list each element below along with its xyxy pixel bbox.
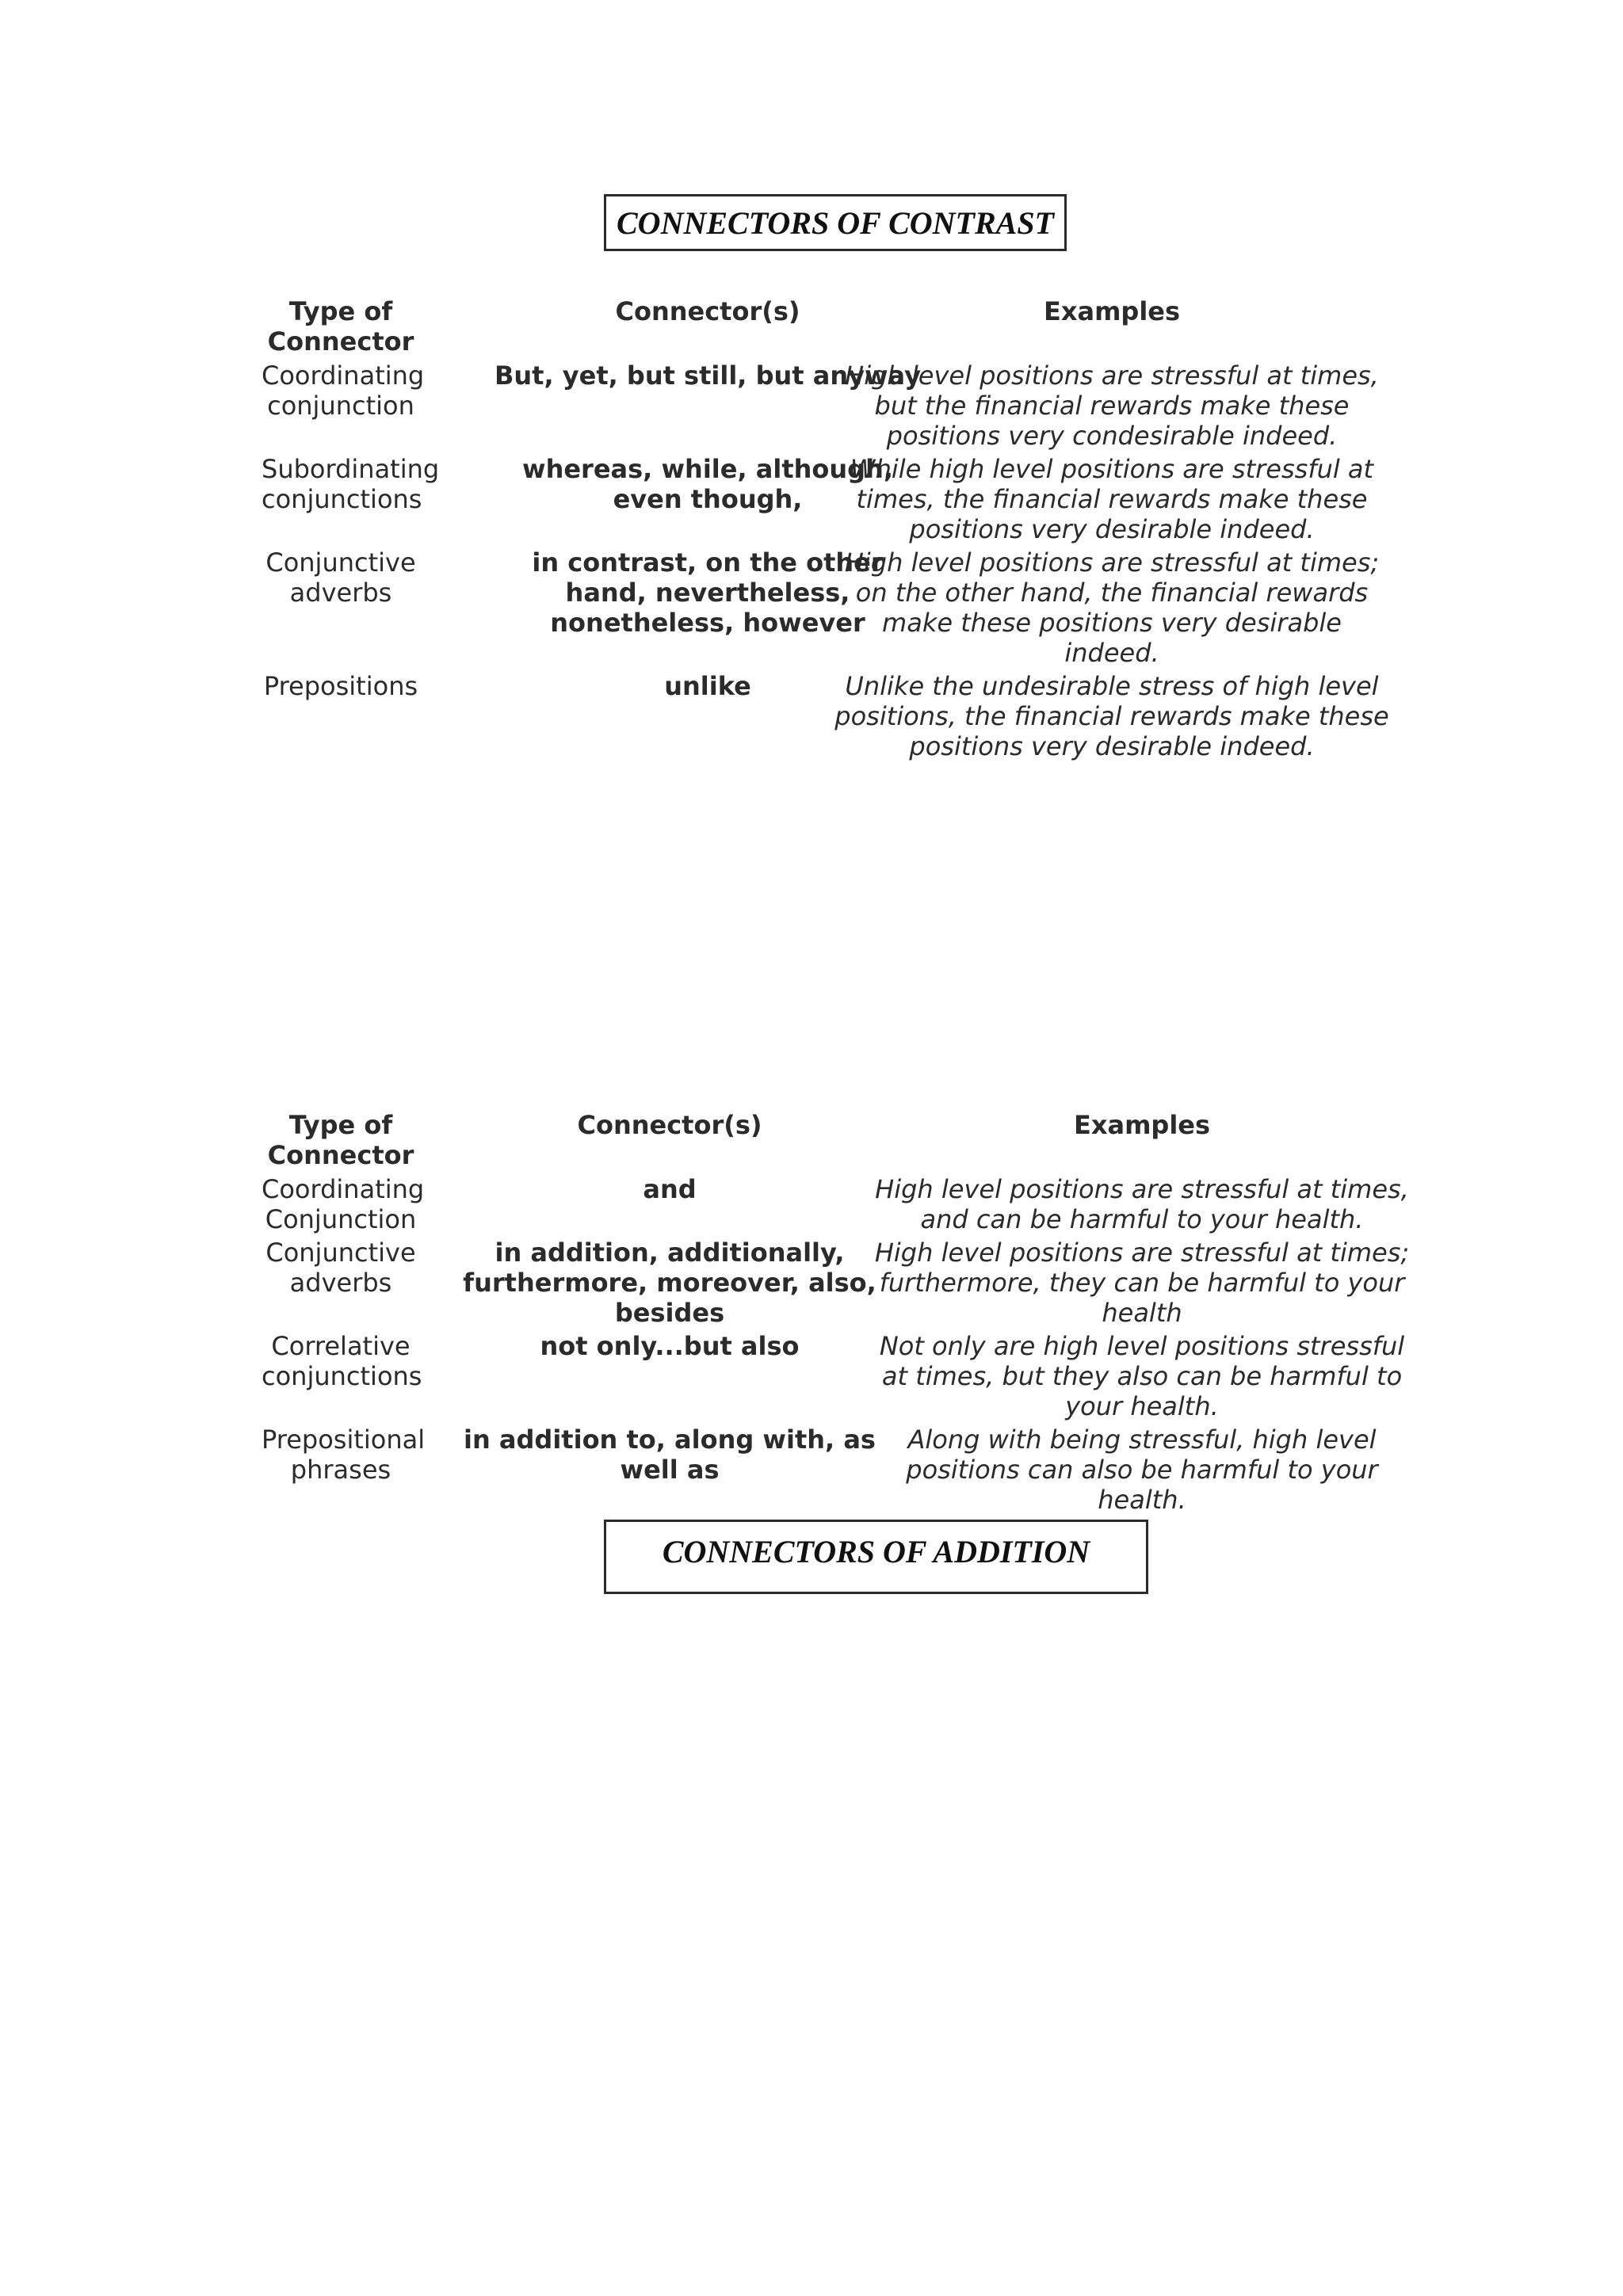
example-sentence: High level positions are stressful at times, but the financial rewards make these positions very condesirable indeed. xyxy=(845,360,1379,451)
column-header-examples: Examples xyxy=(1043,296,1181,326)
connector-type: Correlative conjunctions xyxy=(262,1331,422,1391)
column-header-examples: Examples xyxy=(1073,1110,1211,1140)
example-sentence: High level positions are stressful at times, and can be harmful to your health. xyxy=(875,1174,1409,1234)
example-sentence: Not only are high level positions stressful at times, but they also can be harmful to your health. xyxy=(879,1331,1405,1421)
connector-list: in contrast, on the other hand, nevertheless, nonetheless, however xyxy=(532,547,884,638)
connector-list: But, yet, but still, but anyway xyxy=(495,360,921,391)
connector-list: whereas, while, although, even though, xyxy=(522,454,893,514)
addition-table xyxy=(262,1110,1411,1538)
contrast-title: CONNECTORS OF CONTRAST xyxy=(604,194,1067,251)
connector-type: Prepositions xyxy=(263,671,418,701)
example-sentence: Along with being stressful, high level positions can also be harmful to your health. xyxy=(906,1425,1378,1515)
example-sentence: While high level positions are stressful at times, the financial rewards make these positions very desirable indeed. xyxy=(850,454,1374,544)
example-sentence: Unlike the undesirable stress of high level positions, the financial rewards make these positions very desirable indeed. xyxy=(834,671,1389,761)
example-sentence: High level positions are stressful at times; furthermore, they can be harmful to your health xyxy=(874,1238,1410,1328)
connector-type: Subordinating conjunctions xyxy=(262,454,440,514)
connector-type: Prepositional phrases xyxy=(262,1425,426,1485)
column-header-connectors: Connector(s) xyxy=(577,1110,762,1140)
connector-type: Conjunctive adverbs xyxy=(265,1238,416,1298)
connector-list: and xyxy=(643,1174,697,1204)
column-header-connectors: Connector(s) xyxy=(615,296,800,326)
connector-list: not only...but also xyxy=(540,1331,800,1361)
connector-type: Conjunctive adverbs xyxy=(265,547,416,608)
addition-title: CONNECTORS OF ADDITION xyxy=(604,1520,1148,1594)
column-header-type: Type of Connector xyxy=(267,1110,414,1170)
connector-list: unlike xyxy=(664,671,751,701)
connector-type: Coordinating conjunction xyxy=(262,360,425,421)
contrast-table xyxy=(262,296,1411,772)
connector-type: Coordinating Conjunction xyxy=(262,1174,425,1234)
connector-list: in addition, additionally, furthermore, moreover, also, besides xyxy=(463,1238,876,1328)
connector-list: in addition to, along with, as well as xyxy=(464,1425,876,1485)
column-header-type: Type of Connector xyxy=(267,296,414,357)
example-sentence: High level positions are stressful at times; on the other hand, the financial rewards make these positions very desirable indeed. xyxy=(844,547,1380,668)
